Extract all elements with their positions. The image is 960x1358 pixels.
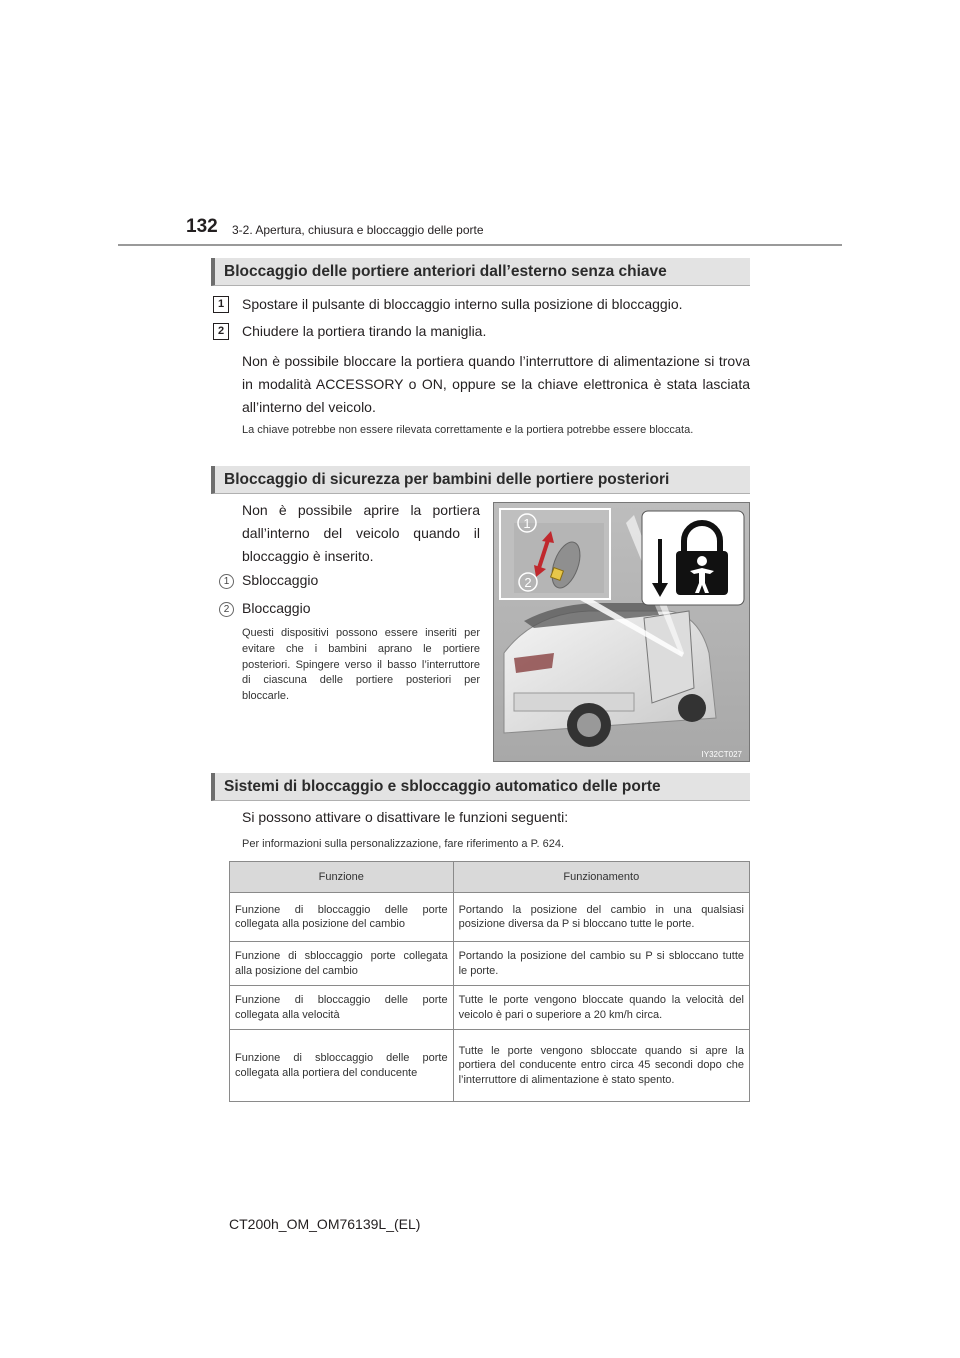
function-table: [229, 861, 750, 1102]
step-text-2: Chiudere la portiera tirando la maniglia.: [242, 323, 487, 339]
keyless-lock-note: La chiave potrebbe non essere rilevata correttamente e la portiera potrebbe essere bloccata.: [242, 424, 694, 436]
table-row: [230, 893, 750, 942]
car-illustration: [494, 503, 750, 762]
step-text-1: Spostare il pulsante di bloccaggio interno sulla posizione di bloccaggio.: [242, 296, 683, 312]
child-lock-figure: [493, 502, 750, 762]
section-title: Bloccaggio delle portiere anteriori dall’esterno senza chiave: [224, 263, 667, 280]
auto-lock-note: Per informazioni sulla personalizzazione, fare riferimento a P. 624.: [242, 838, 565, 850]
table-cell-operation: Portando la posizione del cambio su P si sbloccano tutte le porte.: [453, 942, 749, 986]
keyless-lock-body: Non è possibile bloccare la portiera quando l’interruttore di alimentazione si trova in modalità ACCESSORY o ON, oppure se la chiave elettronica è stata lasciata all’interno del veicolo.: [242, 353, 750, 415]
child-lock-note: Questi dispositivi possono essere inseriti per evitare che i bambini aprano le portiere posteriori. Spingere verso il basso l’interruttore di ciascuna delle portiere posteriori per bloccarle.: [242, 627, 480, 703]
callout-number-2: 2: [219, 602, 234, 617]
section-heading-child-lock: [211, 466, 750, 494]
table-cell-function: Funzione di bloccaggio delle porte collegata alla posizione del cambio: [230, 893, 454, 942]
child-lock-body: Non è possibile aprire la portiera dall’interno del veicolo quando il bloccaggio è inserito.: [242, 502, 480, 564]
chapter-title: 3-2. Apertura, chiusura e bloccaggio delle porte: [232, 223, 484, 237]
table-cell-operation: Portando la posizione del cambio in una qualsiasi posizione diversa da P si bloccano tutte le porte.: [453, 893, 749, 942]
table-header-operation: Funzionamento: [453, 862, 749, 893]
child-lock-icon: [642, 511, 744, 605]
header-divider: [118, 244, 842, 246]
section-heading-auto-lock: [211, 773, 750, 801]
figure-code: IY32CT027: [701, 750, 742, 759]
table-row: [230, 942, 750, 986]
table-header-function: Funzione: [230, 862, 454, 893]
item-label-lock: Bloccaggio: [242, 600, 311, 616]
table-cell-function: Funzione di bloccaggio delle porte collegata alla velocità: [230, 986, 454, 1030]
step-number-2: 2: [213, 323, 229, 340]
table-cell-function: Funzione di sbloccaggio porte collegata alla posizione del cambio: [230, 942, 454, 986]
item-label-unlock: Sbloccaggio: [242, 572, 319, 588]
section-heading-keyless-lock: [211, 258, 750, 286]
table-cell-function: Funzione di sbloccaggio delle porte collegata alla portiera del conducente: [230, 1030, 454, 1102]
figure-callout-2: 2: [524, 575, 532, 590]
table-cell-operation: Tutte le porte vengono bloccate quando la velocità del veicolo è pari o superiore a 20 km/h circa.: [453, 986, 749, 1030]
auto-lock-intro: Si possono attivare o disattivare le funzioni seguenti:: [242, 809, 569, 825]
step-number-1: 1: [213, 296, 229, 313]
page-number: 132: [186, 216, 218, 237]
table-header-row: [230, 862, 750, 893]
table-row: [230, 986, 750, 1030]
section-title: Bloccaggio di sicurezza per bambini delle portiere posteriori: [224, 471, 670, 488]
section-title: Sistemi di bloccaggio e sbloccaggio automatico delle porte: [224, 778, 661, 795]
document-code: CT200h_OM_OM76139L_(EL): [229, 1216, 421, 1232]
figure-callout-1: 1: [523, 516, 531, 531]
callout-number-1: 1: [219, 574, 234, 589]
table-row: [230, 1030, 750, 1102]
table-cell-operation: Tutte le porte vengono sbloccate quando si apre la portiera del conducente entro circa 45 secondi dopo che l’interruttore di alimentazione è stato spento.: [453, 1030, 749, 1102]
